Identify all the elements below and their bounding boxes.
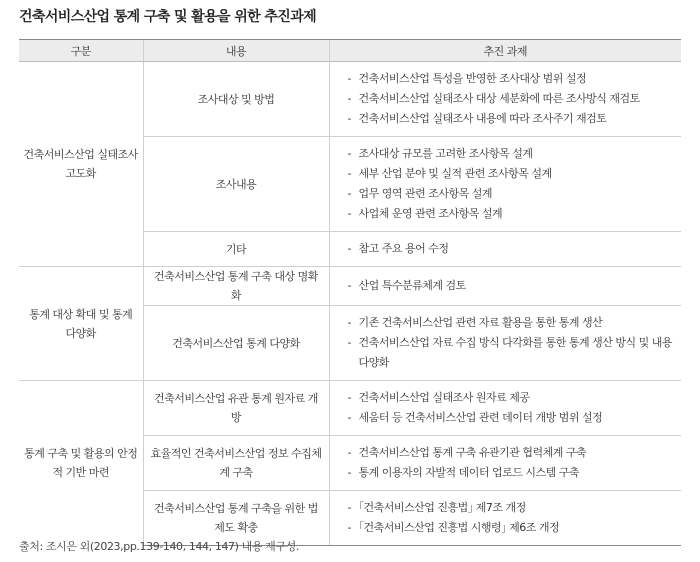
task-item: - 업무 영역 관련 조사항목 설계	[348, 184, 682, 204]
task-item: - 세부 산업 분야 및 실적 관련 조사항목 설계	[348, 164, 682, 184]
content-cell: 조사내용	[143, 137, 329, 232]
content-cell: 건축서비스산업 통계 다양화	[143, 306, 329, 381]
content-cell: 효율적인 건축서비스산업 정보 수집체계 구축	[143, 436, 329, 491]
content-cell: 건축서비스산업 통계 구축을 위한 법제도 확충	[143, 491, 329, 546]
content-cell: 기타	[143, 232, 329, 267]
tasks-cell	[329, 267, 681, 306]
category-label: 통계 구축 및 활용의 안정적 기반 마련	[24, 447, 138, 480]
table-row	[19, 381, 681, 436]
tasks-cell	[329, 491, 681, 546]
header-content: 내용	[143, 40, 329, 62]
task-item: - 건축서비스산업 실태조사 대상 세분화에 따른 조사방식 재검토	[348, 89, 682, 109]
tasks-cell	[329, 436, 681, 491]
category-label: 건축서비스산업 실태조사 고도화	[23, 148, 138, 180]
task-item: - ｢건축서비스산업 진흥법｣ 제7조 개정	[348, 498, 682, 518]
table-row	[19, 62, 681, 137]
task-item: - 통계 이용자의 자발적 데이터 업로드 시스템 구축	[348, 463, 682, 483]
content-cell: 조사대상 및 방법	[143, 62, 329, 137]
task-item: - 산업 특수분류체계 검토	[348, 276, 682, 296]
tasks-cell	[329, 232, 681, 267]
tasks-table	[19, 39, 681, 546]
task-item: - 건축서비스산업 자료 수집 방식 다각화를 통한 통계 생산 방식 및 내용 다양화	[348, 333, 682, 373]
task-item: - 세움터 등 건축서비스산업 관련 데이터 개방 범위 설정	[348, 408, 682, 428]
header-tasks: 추진 과제	[329, 40, 681, 62]
category-cell	[19, 267, 143, 381]
tasks-cell	[329, 62, 681, 137]
task-item: - 조사대상 규모를 고려한 조사항목 설계	[348, 144, 682, 164]
category-cell	[19, 62, 143, 267]
task-item: - ｢건축서비스산업 진흥법 시행령｣ 제6조 개정	[348, 518, 682, 538]
category-cell	[19, 381, 143, 546]
tasks-cell	[329, 137, 681, 232]
table-row	[19, 267, 681, 306]
task-item: - 건축서비스산업 실태조사 내용에 따라 조사주기 재검토	[348, 109, 682, 129]
content-cell: 건축서비스산업 유관 통계 원자료 개방	[143, 381, 329, 436]
table-title: 건축서비스산업 통계 구축 및 활용을 위한 추진과제	[19, 9, 317, 25]
table-header-row	[19, 40, 681, 62]
task-item: - 건축서비스산업 실태조사 원자료 제공	[348, 388, 682, 408]
tasks-cell	[329, 381, 681, 436]
task-item: - 기존 건축서비스산업 관련 자료 활용을 통한 통계 생산	[348, 313, 682, 333]
header-category: 구분	[19, 40, 143, 62]
task-item: - 사업체 운영 관련 조사항목 설계	[348, 204, 682, 224]
task-item: - 참고 주요 용어 수정	[348, 239, 682, 259]
task-item: - 건축서비스산업 특성을 반영한 조사대상 범위 설정	[348, 69, 682, 89]
tasks-cell	[329, 306, 681, 381]
category-label: 통계 대상 확대 및 통계 다양화	[29, 307, 133, 340]
task-item: - 건축서비스산업 통계 구축 유관기관 협력체계 구축	[348, 443, 682, 463]
source-note: 출처: 조시은 외(2023,pp.139-140, 144, 147) 내용 재구성.	[19, 540, 299, 553]
content-cell: 건축서비스산업 통계 구축 대상 명확화	[143, 267, 329, 306]
